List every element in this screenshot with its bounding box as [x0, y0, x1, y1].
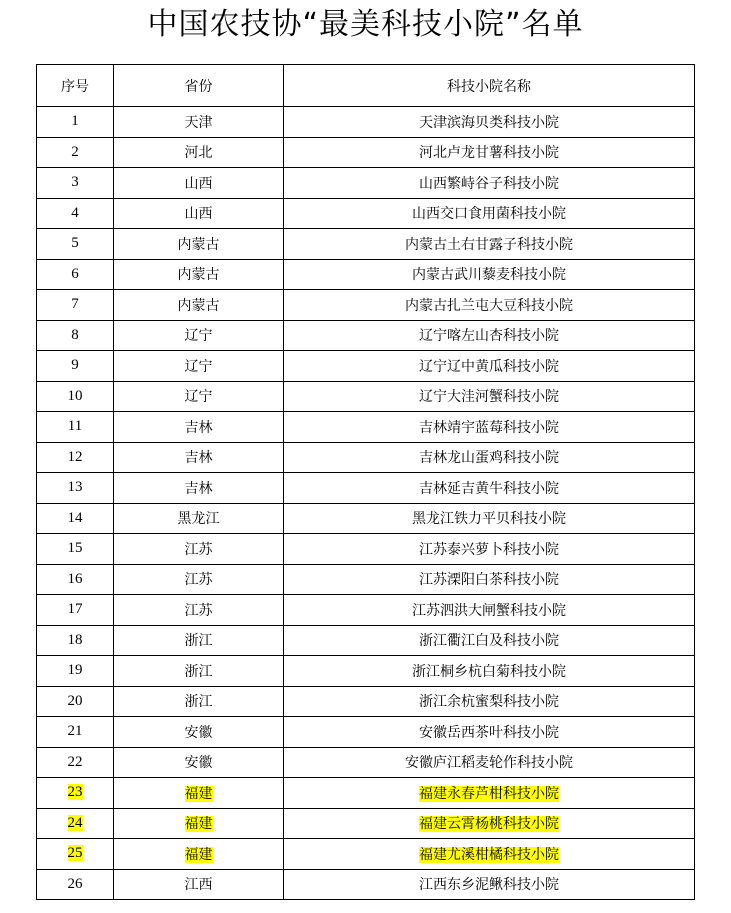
row-name: 山西交口食用菌科技小院: [412, 206, 566, 223]
row-province-cell: [114, 717, 284, 748]
row-number: 20: [67, 692, 83, 709]
row-number-cell: [37, 564, 114, 595]
row-province: 浙江: [184, 663, 213, 680]
row-name: 天津滨海贝类科技小院: [419, 114, 559, 131]
row-number-cell: [37, 656, 114, 687]
table-row: [37, 595, 695, 626]
table-row: [37, 625, 695, 656]
row-number-cell: [37, 320, 114, 351]
row-name: 河北卢龙甘薯科技小院: [419, 145, 559, 162]
row-number-cell: [37, 717, 114, 748]
row-name-cell: [284, 595, 695, 626]
row-number: 9: [71, 357, 79, 374]
row-number: 6: [71, 265, 79, 282]
row-name: 安徽庐江稻麦轮作科技小院: [405, 755, 573, 772]
row-province: 吉林: [184, 419, 213, 436]
row-province: 江苏: [184, 541, 213, 558]
row-province-cell: [114, 320, 284, 351]
row-province: 辽宁: [184, 389, 213, 406]
row-name-cell: [284, 717, 695, 748]
table-header-row: [37, 65, 695, 107]
row-name: 福建永春芦柑科技小院: [419, 785, 559, 802]
row-name: 吉林靖宇蓝莓科技小院: [419, 419, 559, 436]
row-name: 江西东乡泥鳅科技小院: [419, 877, 559, 894]
row-name: 内蒙古土右甘露子科技小院: [405, 236, 573, 253]
row-number-cell: [37, 381, 114, 412]
row-province: 辽宁: [184, 328, 213, 345]
row-province: 安徽: [184, 724, 213, 741]
table-row: [37, 442, 695, 473]
table-row: [37, 717, 695, 748]
row-province: 福建: [184, 846, 213, 863]
row-province: 浙江: [184, 633, 213, 650]
header-name: 科技小院名称: [284, 65, 695, 107]
row-number: 7: [71, 296, 79, 313]
row-province: 吉林: [184, 450, 213, 467]
row-province-cell: [114, 564, 284, 595]
row-province: 内蒙古: [177, 297, 220, 314]
row-number-cell: [37, 107, 114, 138]
row-province-cell: [114, 686, 284, 717]
row-province-cell: [114, 473, 284, 504]
row-province: 江苏: [184, 572, 213, 589]
row-name-cell: [284, 503, 695, 534]
row-number: 17: [67, 601, 83, 618]
list-table: [36, 64, 695, 900]
row-number: 19: [67, 662, 83, 679]
row-province: 安徽: [184, 755, 213, 772]
row-number-cell: [37, 442, 114, 473]
row-name-cell: [284, 869, 695, 900]
table-row: [37, 381, 695, 412]
table-row: [37, 259, 695, 290]
row-number: 22: [67, 753, 83, 770]
row-name: 浙江余杭蜜梨科技小院: [419, 694, 559, 711]
row-number: 11: [67, 418, 83, 435]
row-province: 山西: [184, 175, 213, 192]
row-province-cell: [114, 595, 284, 626]
header-number: 序号: [37, 65, 114, 107]
row-province: 江苏: [184, 602, 213, 619]
row-name: 福建尤溪柑橘科技小院: [419, 846, 559, 863]
row-name-cell: [284, 412, 695, 443]
row-number: 24: [67, 814, 83, 831]
row-name-cell: [284, 229, 695, 260]
row-province-cell: [114, 229, 284, 260]
row-province: 天津: [184, 114, 213, 131]
row-name-cell: [284, 839, 695, 870]
row-province: 河北: [184, 145, 213, 162]
row-number-cell: [37, 778, 114, 809]
row-number: 5: [71, 235, 79, 252]
row-name-cell: [284, 778, 695, 809]
row-name: 吉林龙山蛋鸡科技小院: [419, 450, 559, 467]
row-number: 13: [67, 479, 83, 496]
table-row: [37, 290, 695, 321]
table-row: [37, 778, 695, 809]
row-name-cell: [284, 320, 695, 351]
row-number-cell: [37, 503, 114, 534]
row-province: 内蒙古: [177, 236, 220, 253]
row-name: 吉林延吉黄牛科技小院: [419, 480, 559, 497]
row-name-cell: [284, 351, 695, 382]
row-number: 25: [67, 845, 83, 862]
table-row: [37, 107, 695, 138]
row-name-cell: [284, 381, 695, 412]
row-number-cell: [37, 747, 114, 778]
row-name-cell: [284, 473, 695, 504]
table-row: [37, 473, 695, 504]
row-name: 辽宁喀左山杏科技小院: [419, 328, 559, 345]
row-province-cell: [114, 198, 284, 229]
table-row: [37, 747, 695, 778]
row-province: 黑龙江: [177, 511, 220, 528]
row-number-cell: [37, 686, 114, 717]
row-province-cell: [114, 503, 284, 534]
table-row: [37, 168, 695, 199]
row-province-cell: [114, 778, 284, 809]
row-name-cell: [284, 747, 695, 778]
row-name: 江苏溧阳白茶科技小院: [419, 572, 559, 589]
table-row: [37, 320, 695, 351]
row-number-cell: [37, 198, 114, 229]
row-name: 内蒙古武川藜麦科技小院: [412, 267, 566, 284]
table-row: [37, 198, 695, 229]
row-number-cell: [37, 625, 114, 656]
row-number: 26: [67, 875, 83, 892]
row-number: 18: [67, 631, 83, 648]
row-province-cell: [114, 137, 284, 168]
row-number-cell: [37, 351, 114, 382]
row-number-cell: [37, 137, 114, 168]
row-province: 吉林: [184, 480, 213, 497]
table-row: [37, 808, 695, 839]
row-province-cell: [114, 656, 284, 687]
row-number: 3: [71, 174, 79, 191]
row-name: 辽宁大洼河蟹科技小院: [419, 389, 559, 406]
row-number: 21: [67, 723, 83, 740]
row-province-cell: [114, 869, 284, 900]
row-province-cell: [114, 839, 284, 870]
row-number-cell: [37, 869, 114, 900]
row-name: 江苏泰兴萝卜科技小院: [419, 541, 559, 558]
row-name: 浙江桐乡杭白菊科技小院: [412, 663, 566, 680]
row-name: 安徽岳西茶叶科技小院: [419, 724, 559, 741]
row-name-cell: [284, 259, 695, 290]
row-name-cell: [284, 625, 695, 656]
row-province-cell: [114, 351, 284, 382]
row-province: 辽宁: [184, 358, 213, 375]
row-number-cell: [37, 534, 114, 565]
row-number-cell: [37, 259, 114, 290]
table-row: [37, 564, 695, 595]
row-name: 浙江衢江白及科技小院: [419, 633, 559, 650]
row-number: 8: [71, 326, 79, 343]
row-province-cell: [114, 442, 284, 473]
row-number: 15: [67, 540, 83, 557]
row-name-cell: [284, 564, 695, 595]
row-name-cell: [284, 198, 695, 229]
row-name-cell: [284, 686, 695, 717]
row-province-cell: [114, 168, 284, 199]
row-number: 4: [71, 204, 79, 221]
row-province-cell: [114, 107, 284, 138]
row-province: 山西: [184, 206, 213, 223]
row-province-cell: [114, 808, 284, 839]
row-number-cell: [37, 595, 114, 626]
row-number-cell: [37, 412, 114, 443]
row-name-cell: [284, 168, 695, 199]
row-name-cell: [284, 442, 695, 473]
table-row: [37, 656, 695, 687]
row-name: 辽宁辽中黄瓜科技小院: [419, 358, 559, 375]
row-number: 10: [67, 387, 83, 404]
row-province-cell: [114, 625, 284, 656]
row-province-cell: [114, 381, 284, 412]
row-number: 23: [67, 784, 83, 801]
row-name-cell: [284, 137, 695, 168]
row-number: 2: [71, 143, 79, 160]
page-title: 中国农技协“最美科技小院”名单: [147, 7, 584, 42]
row-name: 黑龙江铁力平贝科技小院: [412, 511, 566, 528]
table-row: [37, 869, 695, 900]
row-province: 浙江: [184, 694, 213, 711]
row-name-cell: [284, 656, 695, 687]
row-province: 福建: [184, 785, 213, 802]
row-province-cell: [114, 412, 284, 443]
table-row: [37, 137, 695, 168]
row-number-cell: [37, 839, 114, 870]
row-number: 14: [67, 509, 83, 526]
row-province-cell: [114, 534, 284, 565]
table-row: [37, 412, 695, 443]
row-name-cell: [284, 290, 695, 321]
row-number: 12: [67, 448, 83, 465]
row-name-cell: [284, 808, 695, 839]
table-row: [37, 229, 695, 260]
row-name: 福建云霄杨桃科技小院: [419, 816, 559, 833]
row-number-cell: [37, 229, 114, 260]
row-province-cell: [114, 259, 284, 290]
row-number: 16: [67, 570, 83, 587]
table-row: [37, 686, 695, 717]
row-number: 1: [71, 113, 79, 130]
row-name: 山西繁峙谷子科技小院: [419, 175, 559, 192]
row-province-cell: [114, 290, 284, 321]
row-number-cell: [37, 808, 114, 839]
row-province: 江西: [184, 877, 213, 894]
row-number-cell: [37, 473, 114, 504]
row-number-cell: [37, 168, 114, 199]
row-province: 内蒙古: [177, 267, 220, 284]
table-row: [37, 534, 695, 565]
table-row: [37, 839, 695, 870]
row-province: 福建: [184, 816, 213, 833]
table-row: [37, 351, 695, 382]
row-name-cell: [284, 534, 695, 565]
row-name: 江苏泗洪大闸蟹科技小院: [412, 602, 566, 619]
row-number-cell: [37, 290, 114, 321]
table-row: [37, 503, 695, 534]
row-name-cell: [284, 107, 695, 138]
header-province: 省份: [114, 65, 284, 107]
row-province-cell: [114, 747, 284, 778]
row-name: 内蒙古扎兰屯大豆科技小院: [405, 297, 573, 314]
